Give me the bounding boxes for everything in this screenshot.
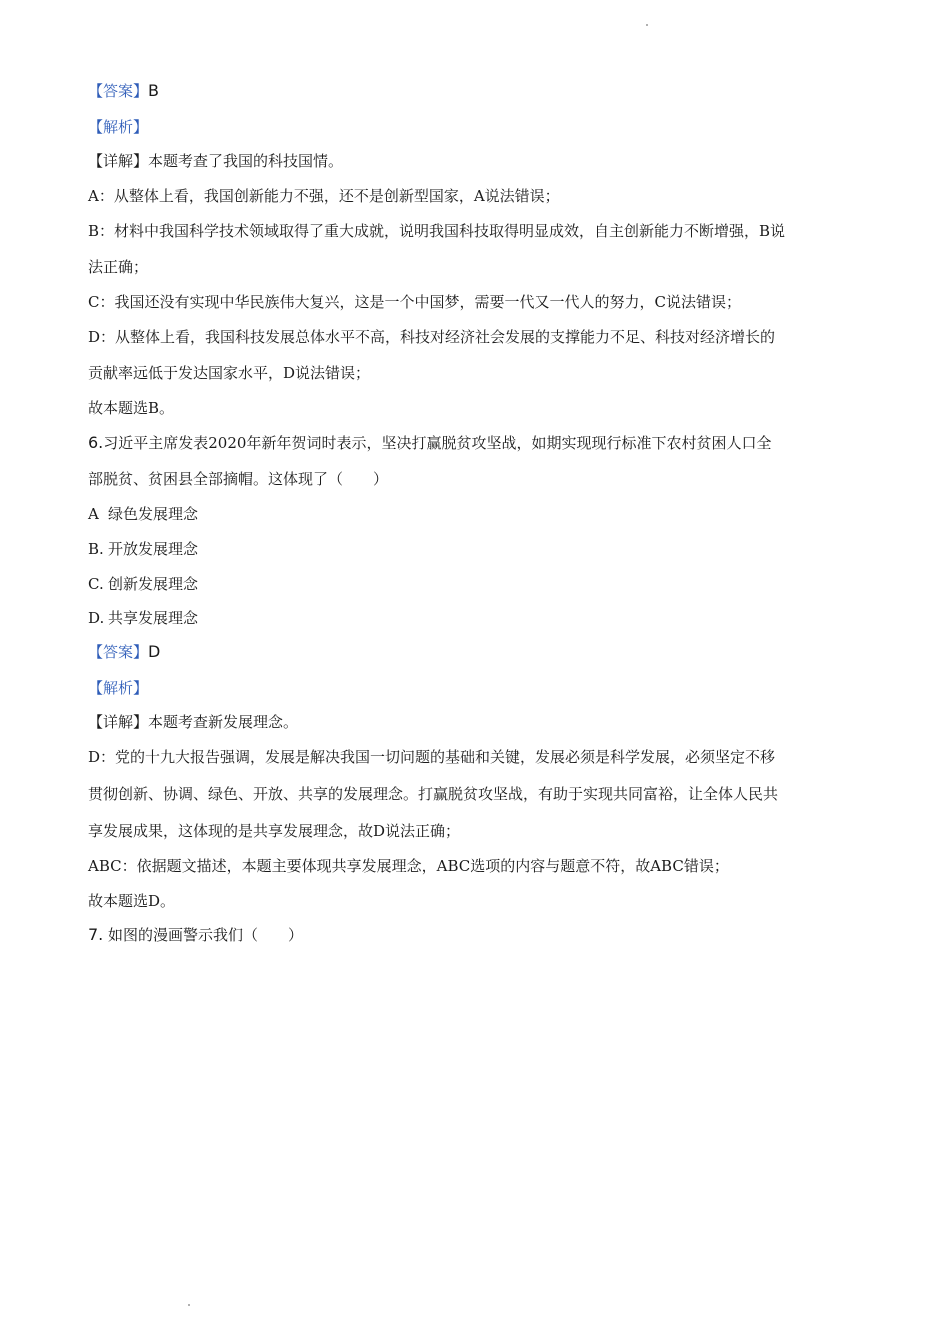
- detail-tag: 【详解】: [88, 713, 149, 731]
- q6-conclusion-line: 故本题选D。: [88, 892, 176, 910]
- q6-analysis-line: [88, 678, 148, 698]
- answer-tag: 【答案】: [88, 82, 149, 100]
- option-letter: C.: [88, 575, 104, 593]
- q6-option-c: [88, 574, 198, 594]
- q7-stem-line: [88, 925, 303, 945]
- q5-explanation-line: B：材料中我国科学技术领域取得了重大成就，说明我国科技取得明显成效，自主创新能力不断增强，B说: [88, 222, 786, 240]
- q6-explanation-line: ABC：依据题文描述，本题主要体现共享发展理念，ABC选项的内容与题意不符，故ABC错误；: [88, 857, 729, 875]
- q6-explanation-line: D：党的十九大报告强调，发展是解决我国一切问题的基础和关键，发展必须是科学发展，必须坚定不移: [88, 748, 776, 766]
- q5-explanation-line: C：我国还没有实现中华民族伟大复兴，这是一个中国梦，需要一代又一代人的努力，C说法错误；: [88, 293, 741, 311]
- q6-stem-line: 部脱贫、贫困县全部摘帽。这体现了（ ）: [88, 470, 389, 488]
- q6-option-a: [88, 504, 198, 524]
- q5-detail-line: [88, 151, 343, 171]
- page-mark-bottom: [188, 1304, 190, 1306]
- question-stem: 如图的漫画警示我们（ ）: [108, 926, 304, 944]
- option-text: 绿色发展理念: [108, 505, 199, 523]
- q6-stem-line: [88, 433, 771, 453]
- q5-answer-line: [88, 81, 159, 101]
- q6-explanation-line: 贯彻创新、协调、绿色、开放、共享的发展理念。打赢脱贫攻坚战，有助于实现共同富裕，让全体人民共: [88, 785, 779, 803]
- question-stem: 习近平主席发表2020年新年贺词时表示，坚决打赢脱贫攻坚战，如期实现现行标准下农村贫困人口全: [103, 434, 772, 452]
- q6-option-b: [88, 539, 198, 559]
- option-letter: D.: [88, 609, 105, 627]
- question-number: 7.: [88, 925, 104, 944]
- q5-explanation-line: 贡献率远低于发达国家水平，D说法错误；: [88, 364, 371, 382]
- q6-explanation-line: 享发展成果，这体现的是共享发展理念，故D说法正确；: [88, 822, 461, 840]
- answer-value: B: [148, 81, 159, 100]
- question-number: 6.: [88, 433, 104, 452]
- option-text: 开放发展理念: [108, 540, 199, 558]
- q5-explanation-line: 法正确；: [88, 258, 149, 276]
- option-letter: A: [88, 505, 99, 523]
- answer-value: D: [148, 642, 161, 661]
- q5-conclusion-line: 故本题选B。: [88, 399, 175, 417]
- detail-text: 本题考查新发展理念。: [148, 713, 299, 731]
- q6-detail-line: [88, 712, 298, 732]
- q5-explanation-line: A：从整体上看，我国创新能力不强，还不是创新型国家，A说法错误；: [88, 187, 560, 205]
- answer-tag: 【答案】: [88, 643, 149, 661]
- option-letter: B.: [88, 540, 104, 558]
- detail-tag: 【详解】: [88, 152, 149, 170]
- q6-answer-line: [88, 642, 160, 662]
- option-text: 共享发展理念: [108, 609, 199, 627]
- q5-explanation-line: D：从整体上看，我国科技发展总体水平不高，科技对经济社会发展的支撑能力不足、科技对经济增长的: [88, 328, 776, 346]
- analysis-tag: 【解析】: [88, 679, 149, 697]
- q6-option-d: [88, 608, 198, 628]
- option-text: 创新发展理念: [108, 575, 199, 593]
- analysis-tag: 【解析】: [88, 118, 149, 136]
- detail-text: 本题考查了我国的科技国情。: [148, 152, 344, 170]
- page-mark-top: [646, 24, 648, 26]
- q5-analysis-line: [88, 117, 148, 137]
